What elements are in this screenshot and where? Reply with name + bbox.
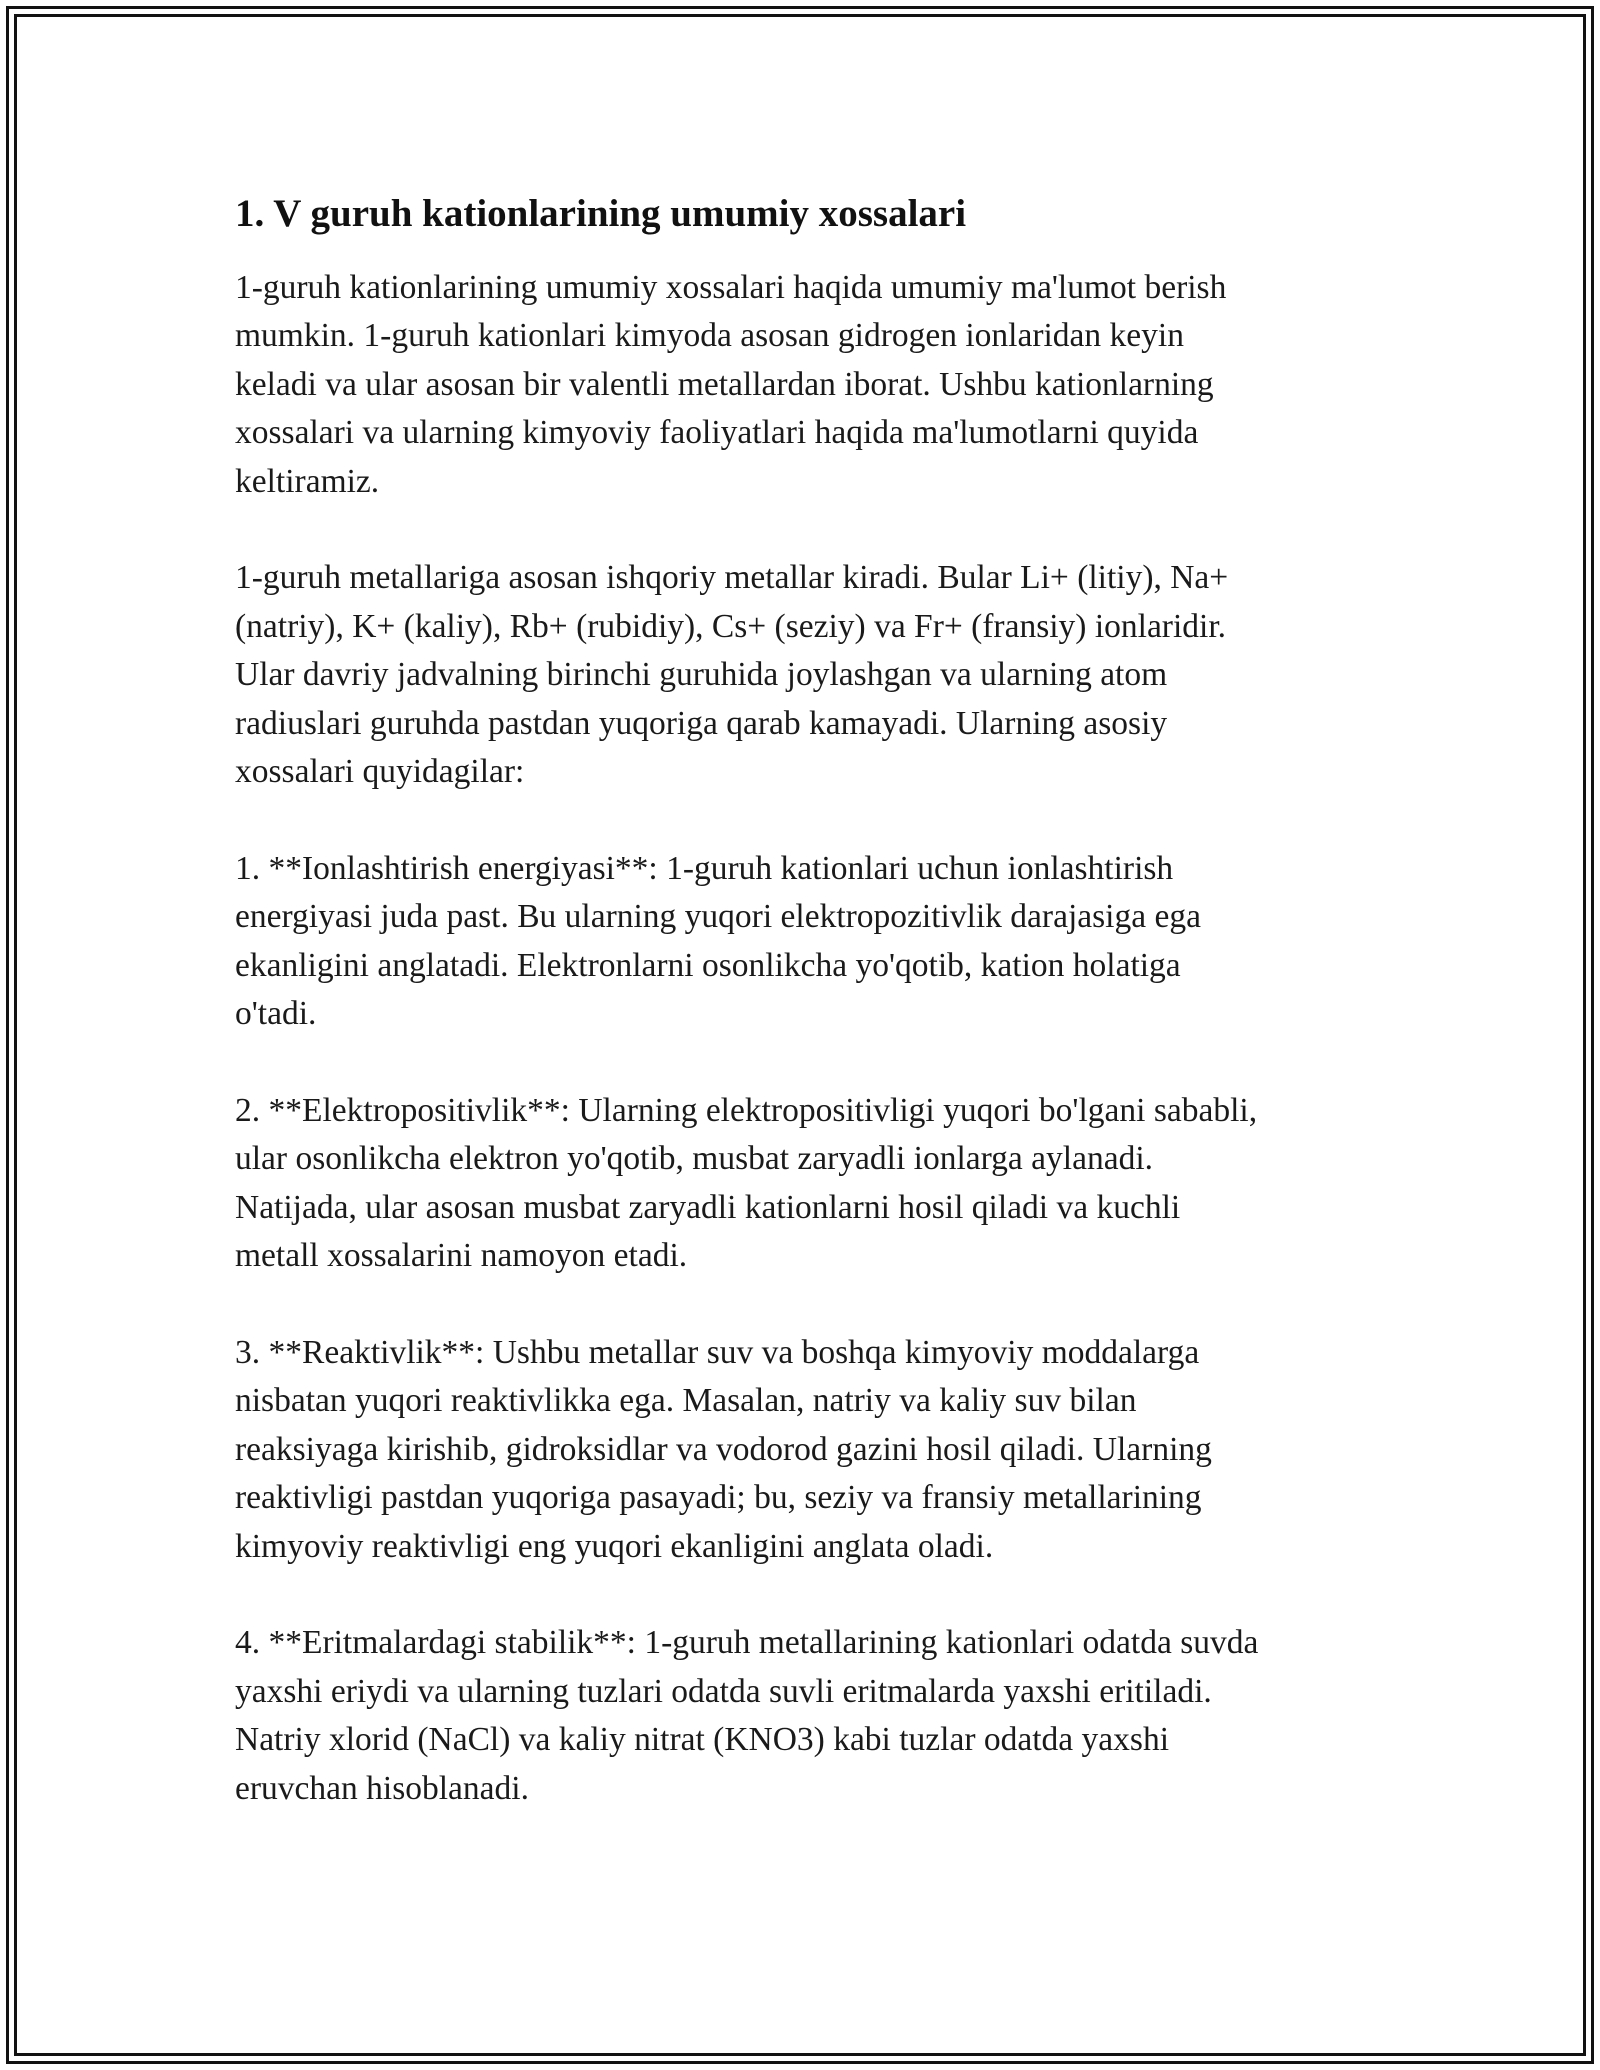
text-line: reaktivligi pastdan yuqoriga pasayadi; bu, seziy va fransiy metallarining bbox=[235, 1479, 1202, 1517]
paragraph-intro bbox=[235, 264, 1415, 506]
paragraph-ionization-energy bbox=[235, 845, 1415, 1039]
text-line: o'tadi. bbox=[235, 995, 317, 1033]
text-line: 1. **Ionlashtirish energiyasi**: 1-guruh kationlari uchun ionlashtirish bbox=[235, 849, 1174, 887]
text-line: energiyasi juda past. Bu ularning yuqori elektropozitivlik darajasiga ega bbox=[235, 898, 1201, 936]
document-title: 1. V guruh kationlarining umumiy xossalari bbox=[235, 192, 967, 235]
text-line: reaksiyaga kirishib, gidroksidlar va vodorod gazini hosil qiladi. Ularning bbox=[235, 1430, 1212, 1468]
text-line: ekanligini anglatadi. Elektronlarni osonlikcha yo'qotib, kation holatiga bbox=[235, 946, 1181, 984]
text-line: xossalari quyidagilar: bbox=[235, 753, 525, 791]
paragraph-reactivity bbox=[235, 1329, 1415, 1571]
text-line: 4. **Eritmalardagi stabilik**: 1-guruh metallarining kationlari odatda suvda bbox=[235, 1624, 1259, 1662]
text-line: mumkin. 1-guruh kationlari kimyoda asosan gidrogen ionlaridan keyin bbox=[235, 317, 1184, 355]
text-line: xossalari va ularning kimyoviy faoliyatlari haqida ma'lumotlarni quyida bbox=[235, 414, 1199, 452]
text-line: 1-guruh metallariga asosan ishqoriy metallar kiradi. Bular Li+ (litiy), Na+ bbox=[235, 559, 1229, 597]
text-line: 1-guruh kationlarining umumiy xossalari haqida umumiy ma'lumot berish bbox=[235, 269, 1227, 306]
document-body bbox=[235, 188, 1415, 1861]
text-line: yaxshi eriydi va ularning tuzlari odatda suvli eritmalarda yaxshi eritiladi. bbox=[235, 1672, 1212, 1710]
text-line: ular osonlikcha elektron yo'qotib, musbat zaryadli ionlarga aylanadi. bbox=[235, 1140, 1154, 1178]
text-line: nisbatan yuqori reaktivlikka ega. Masalan, natriy va kaliy suv bilan bbox=[235, 1382, 1137, 1420]
text-line: keltiramiz. bbox=[235, 462, 380, 500]
text-line: Ular davriy jadvalning birinchi guruhida joylashgan va ularning atom bbox=[235, 656, 1168, 694]
text-line: keladi va ular asosan bir valentli metallardan iborat. Ushbu kationlarning bbox=[235, 365, 1214, 403]
text-line: eruvchan hisoblanadi. bbox=[235, 1769, 529, 1807]
text-line: radiuslari guruhda pastdan yuqoriga qarab kamayadi. Ularning asosiy bbox=[235, 704, 1168, 742]
paragraph-alkali-metals bbox=[235, 554, 1415, 796]
text-line: Natriy xlorid (NaCl) va kaliy nitrat (KNO3) kabi tuzlar odatda yaxshi bbox=[235, 1721, 1170, 1759]
text-line: (natriy), K+ (kaliy), Rb+ (rubidiy), Cs+ (seziy) va Fr+ (fransiy) ionlaridir. bbox=[235, 607, 1227, 645]
paragraph-solution-stability bbox=[235, 1619, 1415, 1813]
text-line: 2. **Elektropositivlik**: Ularning elektropositivligi yuqori bo'lgani sababli, bbox=[235, 1091, 1258, 1129]
text-line: kimyoviy reaktivligi eng yuqori ekanligini anglata oladi. bbox=[235, 1527, 994, 1565]
text-line: metall xossalarini namoyon etadi. bbox=[235, 1237, 688, 1275]
text-line: Natijada, ular asosan musbat zaryadli kationlarni hosil qiladi va kuchli bbox=[235, 1188, 1181, 1226]
paragraph-electropositivity bbox=[235, 1087, 1415, 1281]
text-line: 3. **Reaktivlik**: Ushbu metallar suv va boshqa kimyoviy moddalarga bbox=[235, 1333, 1200, 1371]
